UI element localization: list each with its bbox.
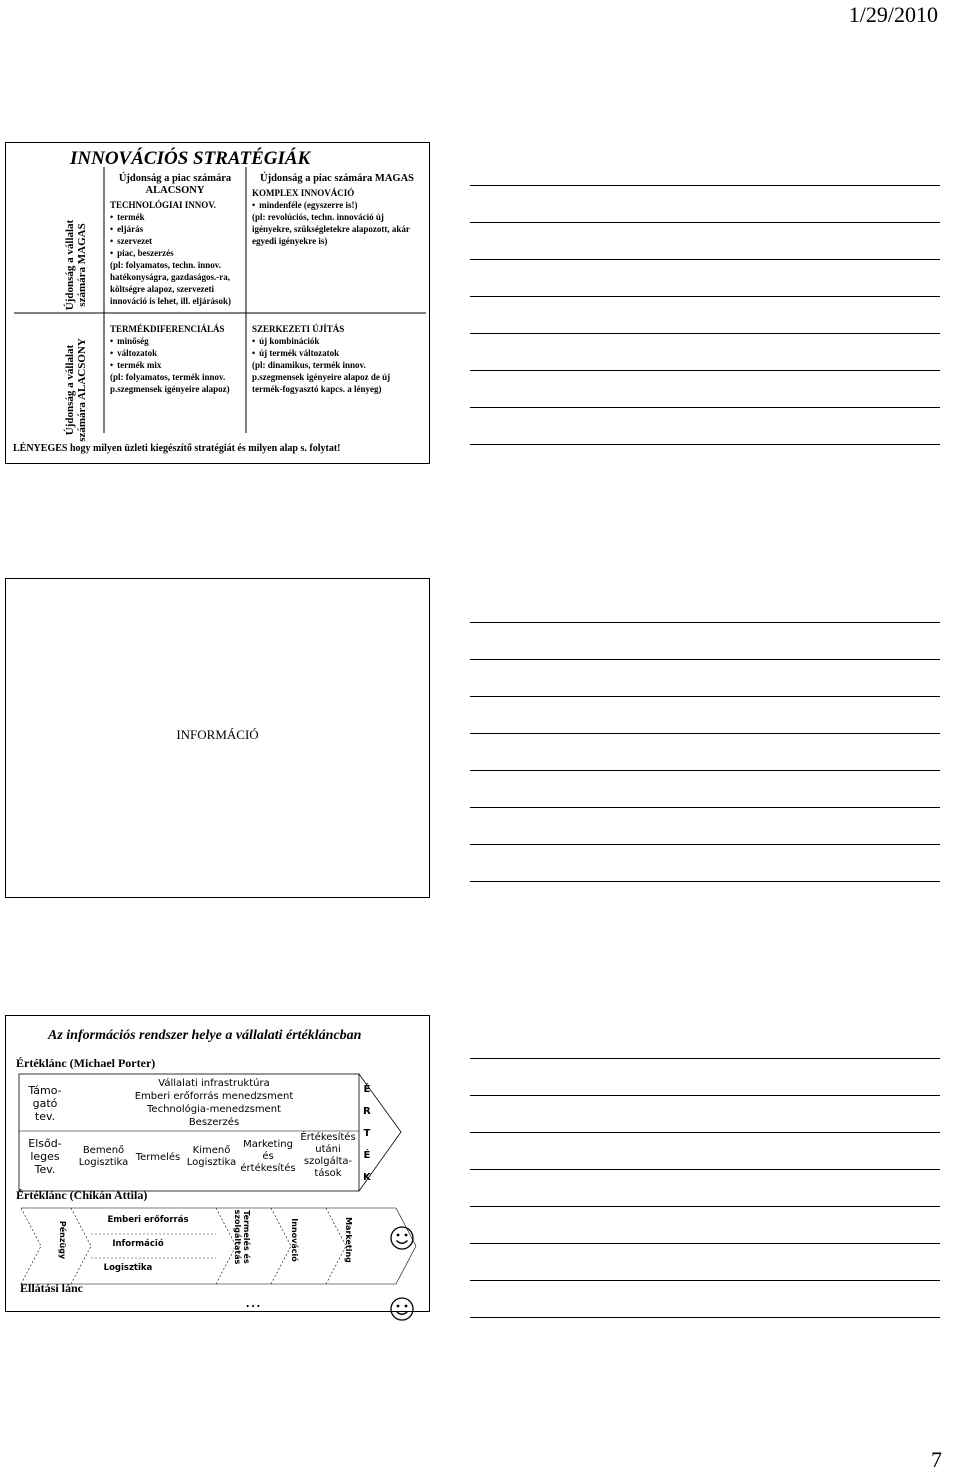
quadrant-note: (pl: revolúciós, techn. innováció új igényekre, szükségletekre alapozott, akár egyedi igényekre is) [252, 212, 410, 246]
list-item: • szervezet [110, 235, 240, 247]
quadrant-technological [110, 173, 240, 307]
ertek-letters: É R T É K [363, 1084, 371, 1183]
primary-activity: Bemenő Logisztika [78, 1145, 129, 1168]
chikan-label: Értéklánc (Chikán Attila) [16, 1188, 148, 1202]
chikan-column: Pénzügy [58, 1220, 67, 1260]
quadrant-structural [252, 323, 412, 395]
support-activity: Emberi erőforrás menedzsment [134, 1091, 294, 1102]
smiley-icon [389, 1296, 415, 1322]
support-activity: Technológia-menedzsment [147, 1104, 281, 1115]
row-label-low: Újdonság a vállalat számára ALACSONY [64, 338, 88, 442]
list-item: • változatok [110, 347, 244, 359]
quadrant-complex [252, 173, 422, 247]
chikan-row: Emberi erőforrás [107, 1215, 189, 1225]
list-item: • termék mix [110, 359, 244, 371]
supply-chain-label: Ellátási lánc [20, 1281, 84, 1295]
quadrant-differentiation [110, 323, 244, 395]
slide-title: INNOVÁCIÓS STRATÉGIÁK [70, 148, 311, 169]
quadrant-title: KOMPLEX INNOVÁCIÓ [252, 188, 355, 198]
quadrant-title: SZERKEZETI ÚJÍTÁS [252, 324, 345, 334]
slide-title: INFORMÁCIÓ [176, 727, 259, 742]
column-header-low: Újdonság a piac számára ALACSONY [118, 173, 232, 196]
slide-title: Az információs rendszer helye a vállalati értékláncban [48, 1028, 362, 1043]
ellipsis: … [245, 1292, 261, 1311]
list-item: • minőség [110, 335, 244, 347]
list-item: • termék [110, 211, 240, 223]
chikan-row: Információ [112, 1239, 164, 1249]
slide-innovation-strategies [5, 142, 430, 464]
list-item: • mindenféle (egyszerre is!) [252, 199, 422, 211]
quadrant-title: TECHNOLÓGIAI INNOV. [110, 200, 216, 210]
primary-activity: Értékesítés utáni szolgálta-tások [300, 1132, 356, 1179]
quadrant-items [252, 199, 422, 211]
primary-label: Elsőd-leges Tev. [28, 1137, 62, 1176]
slide-information [5, 578, 430, 898]
page-date: 1/29/2010 [848, 2, 938, 27]
slide-value-chain [5, 1015, 430, 1312]
quadrant-items [252, 335, 412, 359]
chikan-column: Termelés és szolgáltatás [233, 1209, 251, 1265]
list-item: • piac, beszerzés [110, 247, 240, 259]
list-item: • új kombinációk [252, 335, 412, 347]
list-item: • új termék változatok [252, 347, 412, 359]
column-header-high: Újdonság a piac számára MAGAS [260, 173, 414, 184]
support-activity: Vállalati infrastruktúra [158, 1078, 270, 1089]
quadrant-note: (pl: folyamatos, termék innov. p.szegmensek igényeire alapoz) [110, 372, 230, 394]
primary-activity: Termelés [135, 1152, 181, 1163]
quadrant-title: TERMÉKDIFERENCIÁLÁS [110, 324, 225, 334]
chikan-diagram [16, 1206, 421, 1288]
quadrant-items [110, 211, 240, 259]
list-item: • eljárás [110, 223, 240, 235]
support-activity: Beszerzés [188, 1117, 240, 1128]
primary-activity: Marketing és értékesítés [240, 1139, 296, 1174]
quadrant-items [110, 335, 244, 371]
slide-footer: LÉNYEGES hogy milyen üzleti kiegészítő stratégiát és milyen alap s. folytat! [13, 443, 341, 454]
quadrant-note: (pl: folyamatos, techn. innov. hatékonyságra, gazdaságos.-ra, költségre alapoz, szervezeti innováció is lehet, ill. eljárások) [110, 260, 231, 306]
primary-activity: Kimenő Logisztika [186, 1145, 237, 1168]
smiley-icon [389, 1225, 415, 1251]
support-label: Támo-gató tev. [28, 1084, 62, 1123]
chikan-row: Logisztika [103, 1263, 153, 1273]
chikan-column: Marketing [344, 1217, 353, 1263]
porter-label: Értéklánc (Michael Porter) [16, 1056, 156, 1070]
quadrant-note: (pl: dinamikus, termék innov. p.szegmensek igényeire alapoz de új termék-fogyasztó kapcs. a lényeg) [252, 360, 391, 394]
page-number: 7 [931, 1447, 942, 1472]
row-label-high: Újdonság a vállalat számára MAGAS [64, 219, 88, 311]
chikan-column: Innováció [290, 1218, 299, 1262]
